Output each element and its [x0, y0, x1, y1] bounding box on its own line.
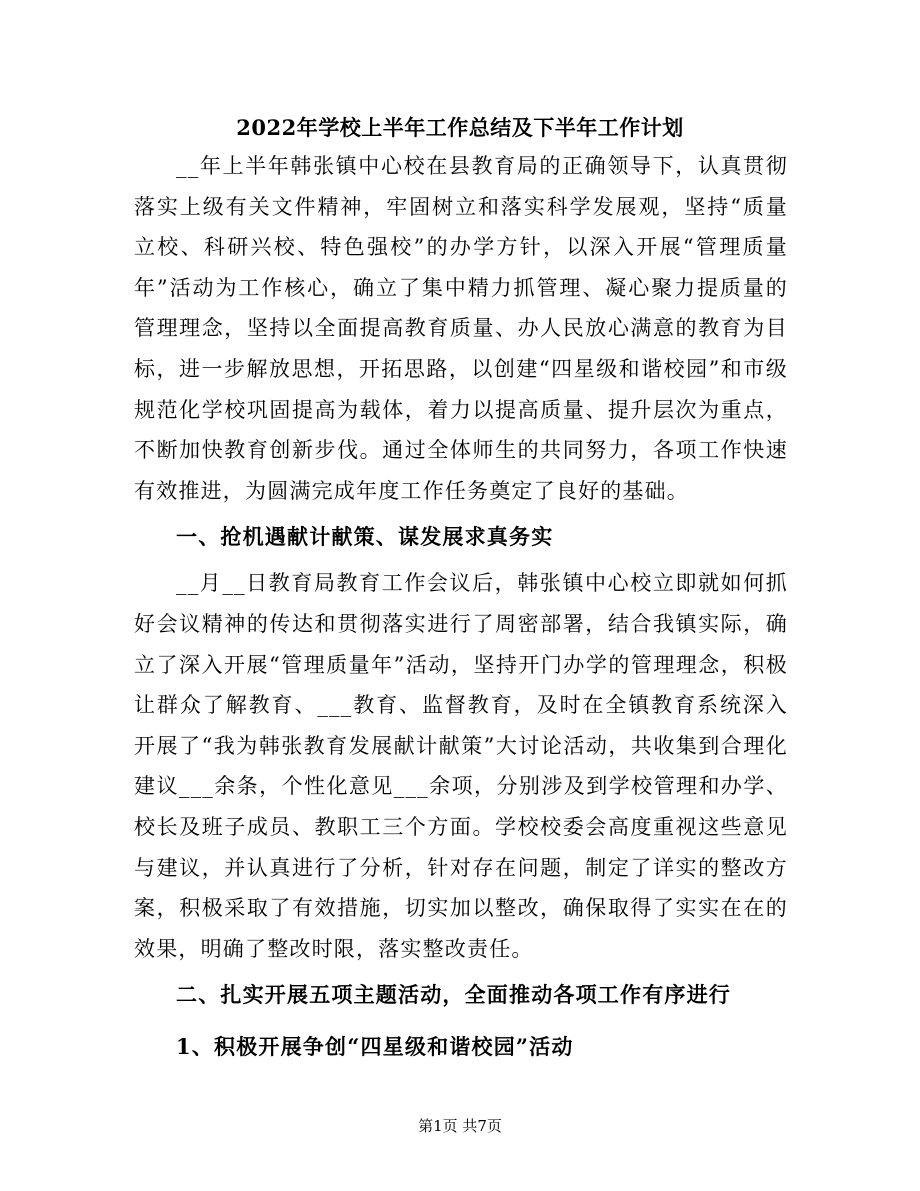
section-1-heading: 一、抢机遇献计献策、谋发展求真务实: [176, 524, 554, 550]
document-body: [134, 146, 788, 1073]
section-2-heading: 二、扎实开展五项主题活动，全面推动各项工作有序进行: [176, 982, 731, 1008]
section-1-paragraph: __月__日教育局教育工作会议后，韩张镇中心校立即就如何抓好会议精神的传达和贯彻落实进行了周密部署，结合我镇实际，确立了深入开展“管理质量年”活动，坚持开门办学的管理理念，积极让群众了解教育、___教育、监督教育，及时在全镇教育系统深入开展了“我为韩张教育发展献计献策”大讨论活动，共收集到合理化建议___余条，个性化意见___余项，分别涉及到学校管理和办学、校长及班子成员、教职工三个方面。学校校委会高度重视这些意见与建议，并认真进行了分析，针对存在问题，制定了详实的整改方案，积极采取了有效措施，切实加以整改，确保取得了实实在在的效果，明确了整改时限，落实整改责任。: [134, 571, 788, 961]
document-title: 2022年学校上半年工作总结及下半年工作计划: [236, 115, 684, 140]
subsection-1-heading: 1、积极开展争创“四星级和谐校园”活动: [176, 1034, 574, 1060]
page-number-footer: 第1页 共7页: [418, 1117, 502, 1135]
intro-paragraph: __年上半年韩张镇中心校在县教育局的正确领导下，认真贯彻落实上级有关文件精神，牢固树立和落实科学发展观，坚持“质量立校、科研兴校、特色强校”的办学方针，以深入开展“管理质量年”活动为工作核心，确立了集中精力抓管理、凝心聚力提质量的管理理念，坚持以全面提高教育质量、办人民放心满意的教育为目标，进一步解放思想，开拓思路，以创建“四星级和谐校园”和市级规范化学校巩固提高为载体，着力以提高质量、提升层次为重点，不断加快教育创新步伐。通过全体师生的共同努力，各项工作快速有效推进，为圆满完成年度工作任务奠定了良好的基础。: [134, 154, 788, 503]
